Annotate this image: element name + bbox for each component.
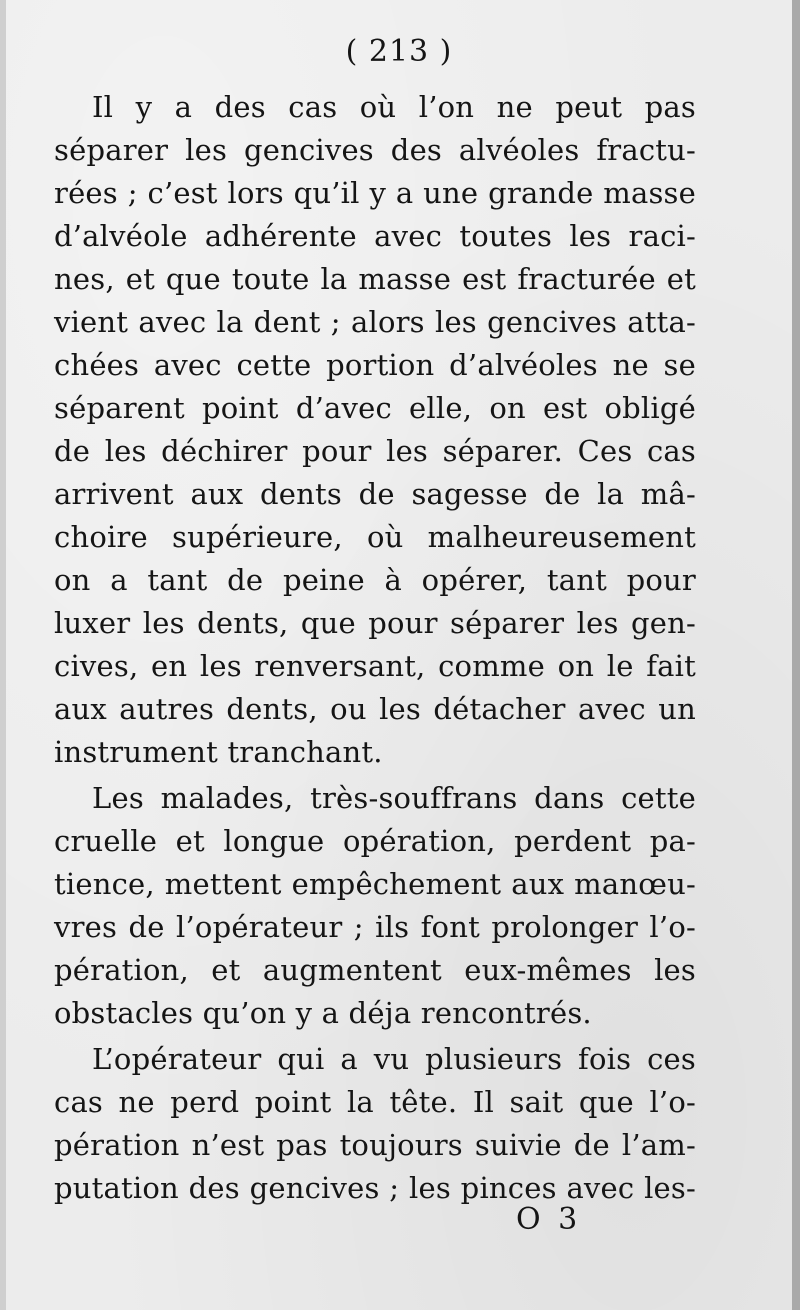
text-line: chées avec cette portion d’alvéoles ne se <box>54 348 696 382</box>
text-line: L’opérateur qui a vu plusieurs fois ces <box>92 1042 696 1076</box>
text-line: on a tant de peine à opérer, tant pour <box>54 563 696 597</box>
text-line: pération, et augmentent eux-mêmes les <box>54 953 696 987</box>
text-line: aux autres dents, ou les détacher avec un <box>54 692 696 726</box>
text-line: séparent point d’avec elle, on est obligé <box>54 391 696 425</box>
text-line: d’alvéole adhérente avec toutes les raci- <box>54 219 696 253</box>
text-line: nes, et que toute la masse est fracturée et <box>54 262 696 296</box>
text-line: obstacles qu’on y a déja rencontrés. <box>54 996 592 1030</box>
text-line: vres de l’opérateur ; ils font prolonger l’o- <box>54 910 696 944</box>
text-line: Il y a des cas où l’on ne peut pas <box>92 90 696 124</box>
text-line: luxer les dents, que pour séparer les gen- <box>54 606 696 640</box>
text-line: instrument tranchant. <box>54 735 383 769</box>
page-number: ( 213 ) <box>345 34 453 69</box>
text-line: séparer les gencives des alvéoles fractu- <box>54 133 696 167</box>
body-text <box>54 86 696 1210</box>
text-line: cas ne perd point la tête. Il sait que l’o- <box>54 1085 696 1119</box>
text-line: choire supérieure, où malheureusement <box>54 520 696 554</box>
text-line: rées ; c’est lors qu’il y a une grande masse <box>54 176 696 210</box>
signature-mark: O 3 <box>516 1202 582 1237</box>
text-line: tience, mettent empêchement aux manœu- <box>54 867 696 901</box>
text-line: vient avec la dent ; alors les gencives atta- <box>54 305 696 339</box>
text-line: cives, en les renversant, comme on le fait <box>54 649 696 683</box>
text-line: cruelle et longue opération, perdent pa- <box>54 824 696 858</box>
text-line: de les déchirer pour les séparer. Ces cas <box>54 434 696 468</box>
text-line: Les malades, très-souffrans dans cette <box>92 781 696 815</box>
text-line: pération n’est pas toujours suivie de l’am- <box>54 1128 696 1162</box>
text-line: putation des gencives ; les pinces avec les- <box>54 1171 696 1205</box>
text-line: arrivent aux dents de sagesse de la mâ- <box>54 477 696 511</box>
